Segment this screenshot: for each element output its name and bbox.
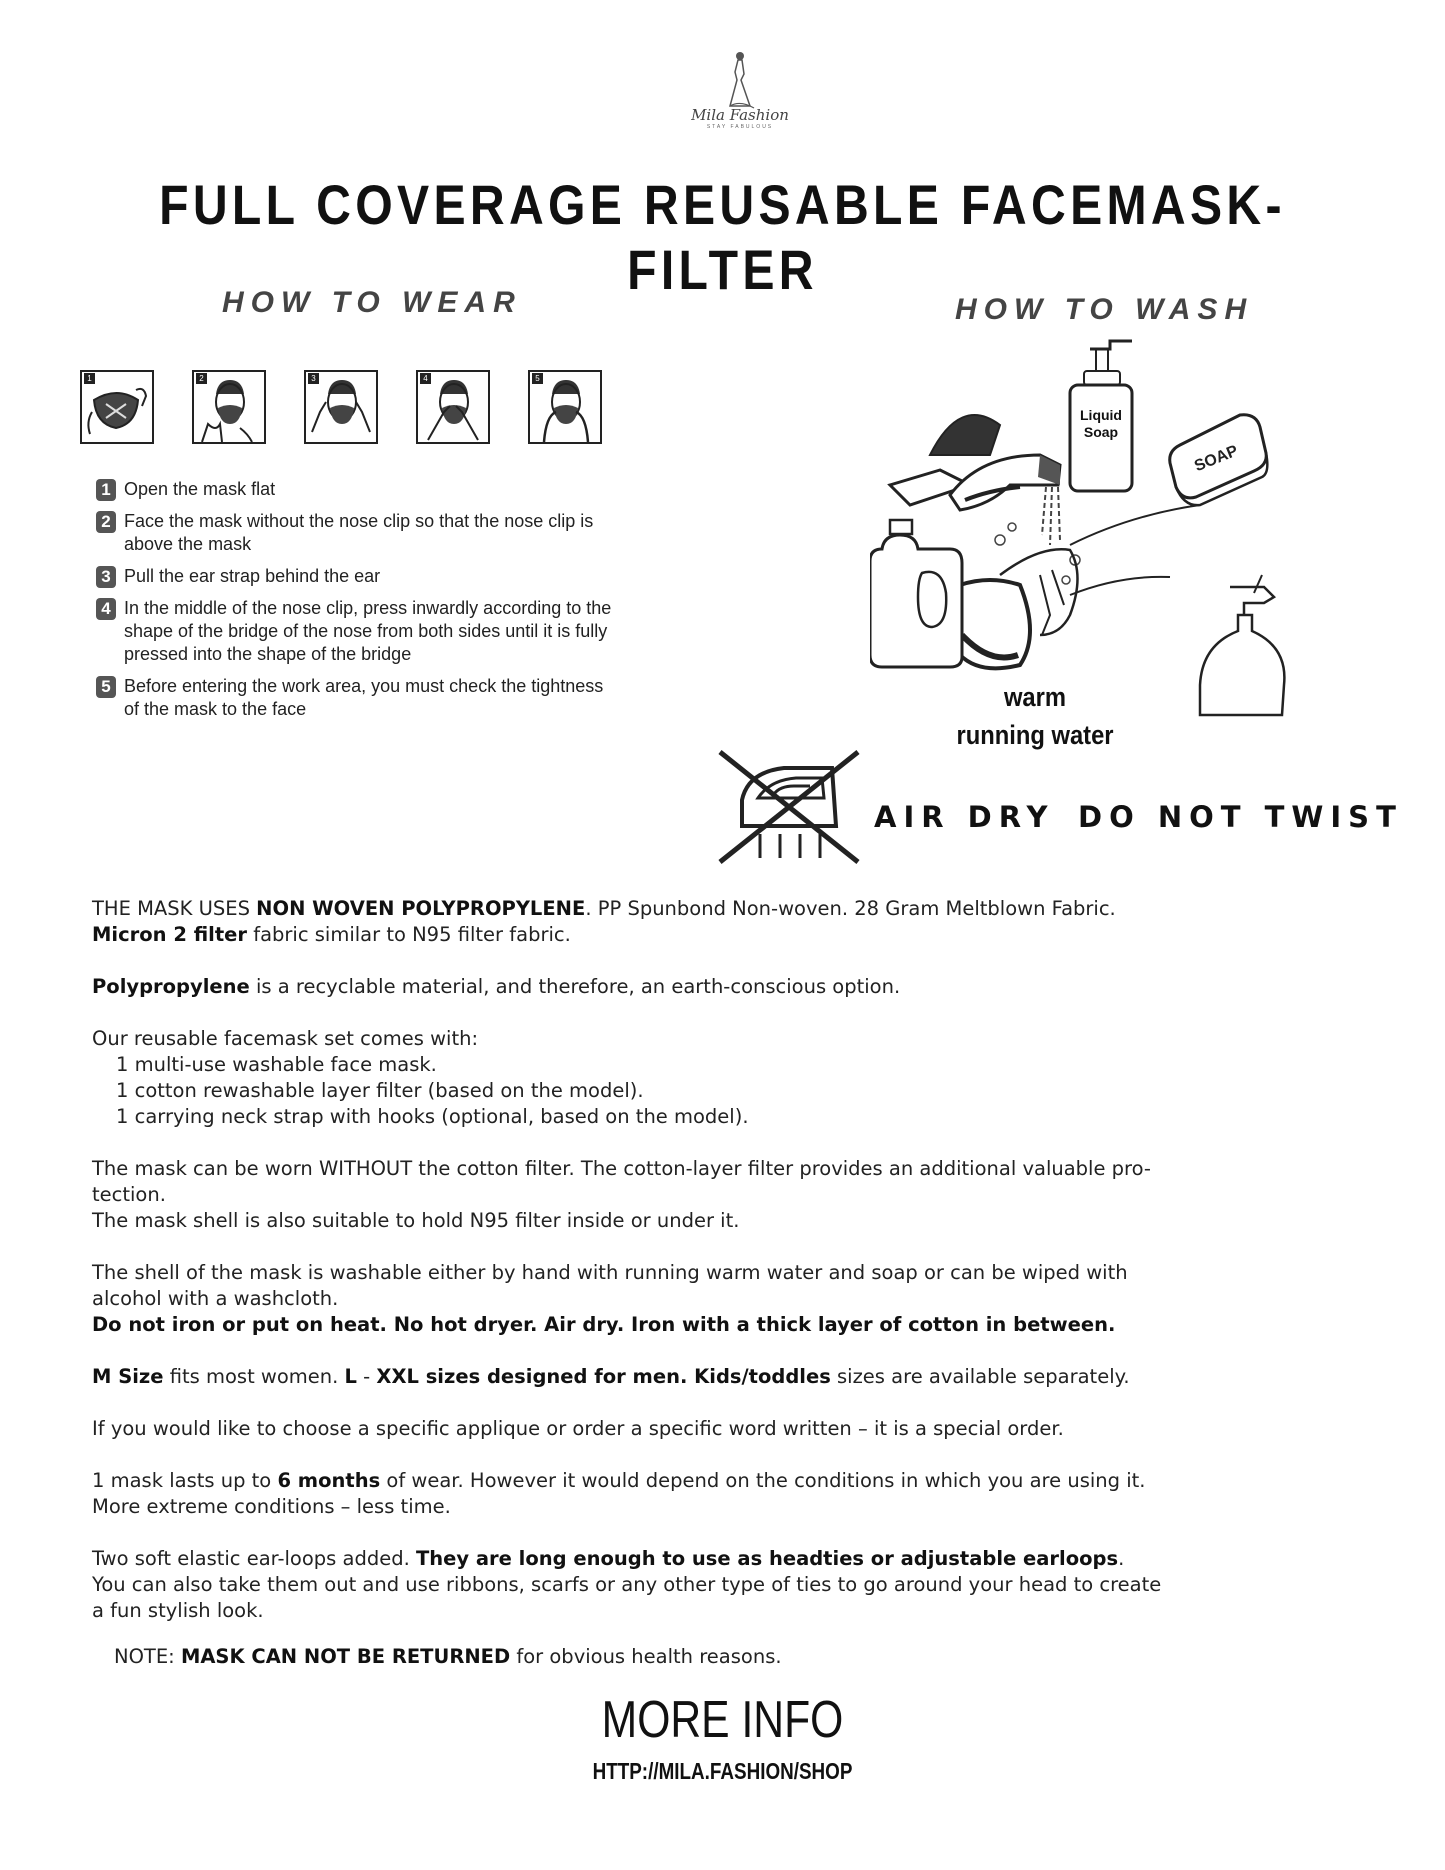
text-run: More extreme conditions – less time. bbox=[92, 1495, 451, 1518]
step-pictogram-number: 4 bbox=[420, 373, 431, 384]
spray-bottle-icon bbox=[1200, 575, 1284, 715]
list-item: 1 carrying neck strap with hooks (optional, based on the model). bbox=[116, 1105, 749, 1128]
text-run: sizes are available separately. bbox=[830, 1365, 1130, 1388]
text-run: fits most women. bbox=[163, 1365, 345, 1388]
text-run: fabric similar to N95 filter fabric. bbox=[247, 923, 571, 946]
soap-bar-icon bbox=[1170, 415, 1268, 505]
open-mask-icon bbox=[82, 372, 152, 442]
soap-bottle-label: Liquid bbox=[1080, 407, 1122, 423]
text-run: The shell of the mask is washable either by hand with running warm water and soap or can be wiped with bbox=[92, 1261, 1128, 1284]
warm-running-water-label bbox=[934, 678, 1136, 754]
text-run: The mask can be worn WITHOUT the cotton filter. The cotton-layer filter provides an additional valuable pro- bbox=[92, 1157, 1151, 1180]
text-run-bold: NON WOVEN POLYPROPYLENE bbox=[256, 897, 586, 920]
how-to-wear-heading: HOW TO WEAR bbox=[222, 286, 522, 319]
soap-bar-label: SOAP bbox=[1192, 442, 1241, 476]
do-not-iron-icon bbox=[714, 748, 864, 866]
text-run: tection. bbox=[92, 1183, 166, 1206]
text-run: of wear. However it would depend on the conditions in which you are using it. bbox=[380, 1469, 1146, 1492]
instruction-item bbox=[96, 478, 616, 501]
step-pictogram-1 bbox=[80, 370, 154, 444]
nose-clip-press-icon bbox=[418, 372, 488, 442]
text-run: NOTE: bbox=[114, 1645, 181, 1668]
logo-name: Mila Fashion bbox=[691, 106, 789, 124]
step-pictogram-3 bbox=[304, 370, 378, 444]
hands-washing-mask-icon bbox=[955, 505, 1200, 668]
instruction-number: 3 bbox=[96, 566, 116, 588]
soap-bottle-label: Soap bbox=[1083, 424, 1119, 440]
how-to-wash-heading: HOW TO WASH bbox=[955, 293, 1254, 326]
instruction-number: 5 bbox=[96, 676, 116, 698]
paragraph-washing bbox=[92, 1260, 1357, 1338]
step-pictogram-number: 1 bbox=[84, 373, 95, 384]
instruction-item bbox=[96, 565, 616, 588]
instruction-item bbox=[96, 675, 616, 721]
lady-silhouette-icon bbox=[720, 50, 760, 110]
shop-url-link[interactable]: HTTP://MILA.FASHION/SHOP bbox=[592, 1758, 853, 1784]
check-tightness-icon bbox=[530, 372, 600, 442]
text-run-bold: They are long enough to use as headties or adjustable earloops bbox=[415, 1547, 1119, 1570]
text-run-bold: L bbox=[344, 1365, 357, 1388]
paragraph-lifespan bbox=[92, 1468, 1357, 1520]
instruction-item bbox=[96, 510, 616, 556]
text-run: Two soft elastic ear-loops added. bbox=[92, 1547, 416, 1570]
instruction-number: 2 bbox=[96, 511, 116, 533]
wash-illustration bbox=[870, 335, 1320, 725]
air-dry-label: AIR DRY bbox=[874, 800, 1055, 834]
more-info-heading: MORE INFO bbox=[601, 1691, 844, 1749]
product-description bbox=[92, 896, 1357, 1670]
text-run: . PP Spunbond Non-woven. 28 Gram Meltblown Fabric. bbox=[585, 897, 1116, 920]
instruction-text: In the middle of the nose clip, press inwardly according to the shape of the bridge of the nose from both sides until it is fully pressed into the shape of the bridge bbox=[124, 598, 612, 664]
paragraph-filter bbox=[92, 1156, 1357, 1234]
text-run: is a recyclable material, and therefore, an earth-conscious option. bbox=[249, 975, 901, 998]
text-run: for obvious health reasons. bbox=[510, 1645, 782, 1668]
logo-tagline: STAY FABULOUS bbox=[706, 124, 774, 130]
text-run: 1 mask lasts up to bbox=[92, 1469, 278, 1492]
text-run-bold: Polypropylene bbox=[92, 975, 250, 998]
face-mask-person-icon bbox=[194, 372, 264, 442]
text-run-bold: Micron 2 filter bbox=[92, 923, 247, 946]
wear-steps-pictograms bbox=[80, 370, 600, 450]
faucet-icon bbox=[890, 415, 1060, 510]
text-run-bold: XXL sizes designed for men. Kids/toddles bbox=[376, 1365, 831, 1388]
text-run-bold: 6 months bbox=[277, 1469, 381, 1492]
liquid-soap-bottle-icon bbox=[1070, 341, 1132, 491]
list-item: 1 cotton rewashable layer filter (based on the model). bbox=[116, 1079, 644, 1102]
brand-logo bbox=[680, 50, 800, 140]
water-label-line: warm bbox=[1003, 682, 1067, 712]
step-pictogram-number: 3 bbox=[308, 373, 319, 384]
text-run: a fun stylish look. bbox=[92, 1599, 264, 1622]
text-run: Our reusable facemask set comes with: bbox=[92, 1027, 479, 1050]
text-run: You can also take them out and use ribbons, scarfs or any other type of ties to go around your head to create bbox=[92, 1573, 1162, 1596]
step-pictogram-number: 5 bbox=[532, 373, 543, 384]
step-pictogram-5 bbox=[528, 370, 602, 444]
paragraph-sizes bbox=[92, 1364, 1357, 1390]
text-run: alcohol with a washcloth. bbox=[92, 1287, 339, 1310]
instruction-text: Before entering the work area, you must check the tightness of the mask to the face bbox=[124, 676, 604, 719]
instruction-text: Face the mask without the nose clip so that the nose clip is above the mask bbox=[124, 511, 594, 554]
paragraph-set-contents bbox=[92, 1026, 1357, 1052]
paragraph-recyclable bbox=[92, 974, 1357, 1000]
instruction-number: 1 bbox=[96, 479, 116, 501]
paragraph-material bbox=[92, 896, 1357, 948]
paragraph-earloops bbox=[92, 1546, 1357, 1624]
wear-instructions-list bbox=[96, 478, 616, 730]
page-title: FULL COVERAGE REUSABLE FACEMASK-FILTER bbox=[159, 173, 1286, 301]
text-run: . bbox=[1118, 1547, 1125, 1570]
text-run: THE MASK USES bbox=[92, 897, 257, 920]
text-run: - bbox=[356, 1365, 377, 1388]
instruction-text: Pull the ear strap behind the ear bbox=[124, 566, 381, 586]
return-policy-note bbox=[92, 1644, 1357, 1670]
step-pictogram-4 bbox=[416, 370, 490, 444]
step-pictogram-2 bbox=[192, 370, 266, 444]
step-pictogram-number: 2 bbox=[196, 373, 207, 384]
paragraph-special-order: If you would like to choose a specific applique or order a specific word written – it is a special order. bbox=[92, 1417, 1064, 1440]
do-not-twist-label: DO NOT TWIST bbox=[1078, 800, 1403, 834]
instruction-item bbox=[96, 597, 616, 666]
instruction-number: 4 bbox=[96, 598, 116, 620]
text-run-bold: M Size bbox=[92, 1365, 164, 1388]
water-label-line: running water bbox=[956, 720, 1114, 750]
text-run: The mask shell is also suitable to hold N95 filter inside or under it. bbox=[92, 1209, 740, 1232]
text-run-bold: Do not iron or put on heat. No hot dryer. Air dry. Iron with a thick layer of cotton in between. bbox=[92, 1313, 1116, 1336]
instruction-text: Open the mask flat bbox=[124, 479, 276, 499]
ear-strap-person-icon bbox=[306, 372, 376, 442]
list-item: 1 multi-use washable face mask. bbox=[116, 1053, 437, 1076]
text-run-bold: MASK CAN NOT BE RETURNED bbox=[180, 1645, 511, 1668]
detergent-bottle-icon bbox=[870, 520, 962, 667]
